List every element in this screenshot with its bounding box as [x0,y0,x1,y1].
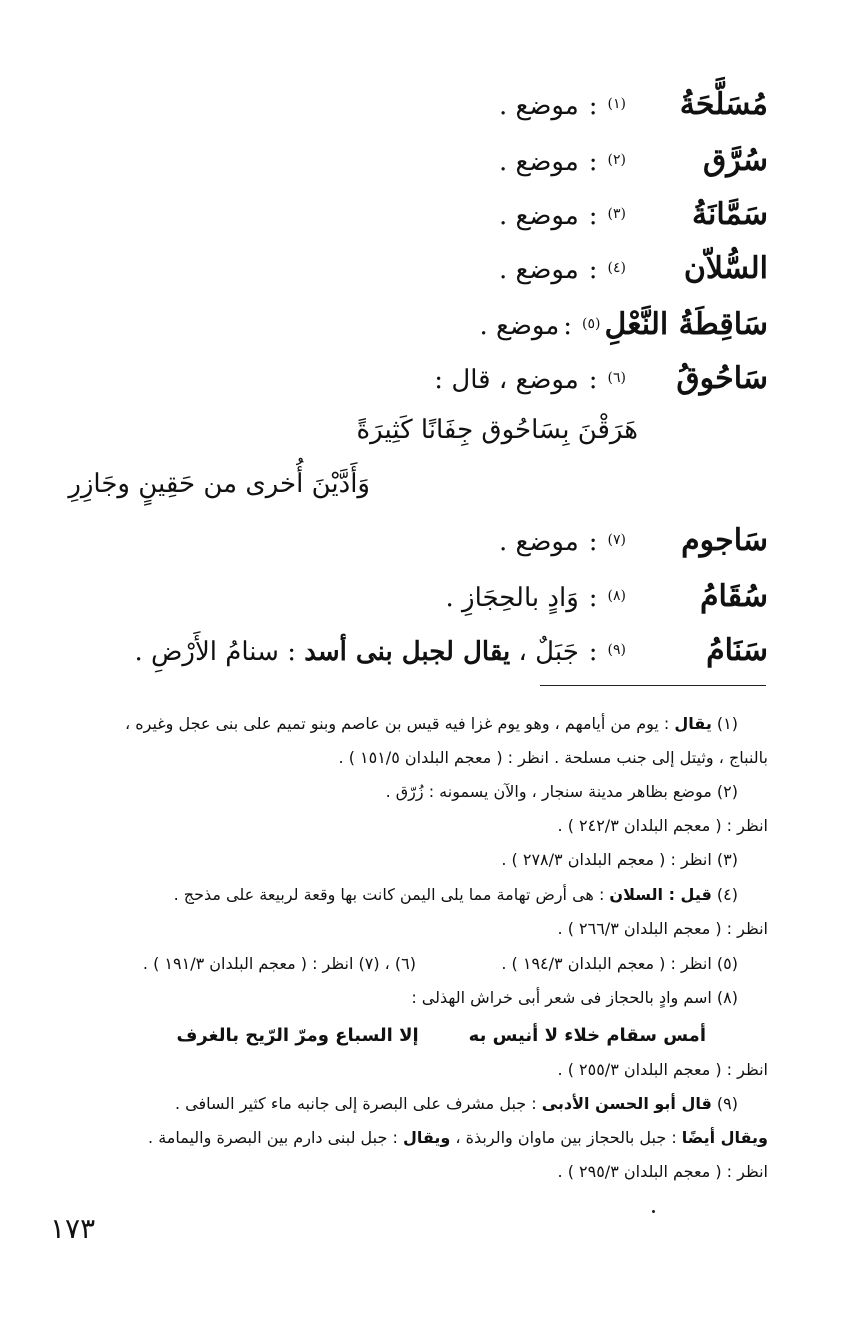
entry-term: مُسَلَّحَةُ [679,87,768,122]
colon: : [588,147,598,177]
fn-text: (٤) [711,885,738,904]
footnote-2-line-2: انظر : ( معجم البلدان ٢٤٢/٣ ) . [557,816,768,835]
entry-4 [499,246,768,292]
footnote-6-7: (٦) ، (٧) انظر : ( معجم البلدان ١٩١/٣ ) . [142,954,416,973]
footnote-8-line-1: (٨) اسم وادٍ بالحجاز فى شعر أبى خراش الهذلى : [411,988,738,1007]
fn-text: : جبل بالحجاز بين ماوان والربذة ، [450,1128,682,1147]
poem-hemistich-1: أمس سقام خلاء لا أنيس به [468,1025,706,1046]
entry-definition: وَادٍ بالحِجَازِ . [445,583,579,613]
entry-6 [434,356,768,402]
entry-9 [134,628,768,674]
entry-term: سَمَّانَةُ [691,197,768,232]
fn-bold: قيل : السلان [609,885,712,904]
entry-3 [499,192,768,238]
footnote-marker: (٣) [607,205,626,222]
entry-term: سَاقِطَةُ النَّعْلِ [604,307,768,342]
fn-bold: ويقال أيضًا [681,1128,768,1147]
definition-bold: يقال لجبل بنى أسد [304,637,511,667]
entry-term: سُرَّق [703,143,768,178]
entry-definition [134,637,578,667]
entry-2 [499,138,768,184]
entry-term: سَاجوم [681,523,768,558]
verse-line-2: وَأَدَّيْنَ أُخرى من حَقِينٍ وجَازِرِ [68,469,370,499]
verse-line-1: هَرَقْنَ بِسَاحُوق جِفَانًا كَثِيرَةً [356,415,638,445]
entry-term: سَاحُوقُ [676,361,768,396]
colon: : [588,365,598,395]
footnote-8-poem [176,1022,706,1050]
colon: : [588,201,598,231]
fn-text: (٩) [711,1094,738,1113]
fn-text: : يوم من أيامهم ، وهو يوم غزا فيه قيس بن عاصم وبنو تميم على بنى عجل وغيره ، [125,714,675,733]
entry-7 [499,518,768,564]
colon: : [563,311,573,341]
entry-definition: موضع . [498,201,579,231]
footnote-1-line-2: بالنباج ، وثيتل إلى جنب مسلحة . انظر : ( معجم البلدان ١٥١/٥ ) . [338,748,768,767]
colon: : [588,91,598,121]
colon: : [588,527,598,557]
footnote-marker: (٨) [607,587,626,604]
entry-definition: موضع . [498,255,579,285]
entry-term: السُّلاّن [683,251,768,286]
entry-definition: موضع ، قال : [434,365,579,395]
footnote-9-line-2 [55,1126,768,1150]
footnote-marker: (١) [607,95,626,112]
entry-definition: موضع . [498,91,579,121]
entry-term: سُقَامُ [699,579,768,614]
fn-text: (١) [711,714,738,733]
footnote-9-line-1 [55,1092,738,1116]
ink-dot [652,1210,655,1213]
entry-term: سَنَامُ [706,633,768,668]
footnote-4-line-1 [55,883,738,907]
poem-hemistich-2: إلا السباع ومرّ الرّيح بالغرف [176,1025,419,1046]
fn-text: : هى أرض تهامة مما يلى اليمن كانت بها وقعة لربيعة على مذحج . [173,885,610,904]
colon: : [588,583,598,613]
fn-text: : جبل مشرف على البصرة إلى جانبه ماء كثير السافى . [174,1094,542,1113]
footnote-1-line-1 [55,712,738,736]
colon: : [588,637,598,667]
entry-1 [499,82,768,128]
colon: : [588,255,598,285]
footnote-marker: (٤) [607,259,626,276]
footnote-separator [540,685,766,686]
footnote-2-line-1: (٢) موضع بظاهر مدينة سنجار ، والآن يسمونه : زُرّق . [385,782,738,801]
entry-definition: موضع . [498,147,579,177]
entry-definition: موضع . [498,527,579,557]
footnote-9-line-3: انظر : ( معجم البلدان ٢٩٥/٣ ) . [557,1162,768,1181]
entry-definition: موضع . [479,311,560,341]
entry-8 [445,574,768,620]
footnote-marker: (٦) [607,369,626,386]
fn-bold: يقال [674,714,712,733]
footnote-3: (٣) انظر : ( معجم البلدان ٢٧٨/٣ ) . [501,850,738,869]
footnote-marker: (٩) [607,641,626,658]
definition-part: : سنامُ الأَرْضِ . [134,637,305,667]
footnote-8-line-2: انظر : ( معجم البلدان ٢٥٥/٣ ) . [557,1060,768,1079]
footnote-5: (٥) انظر : ( معجم البلدان ١٩٤/٣ ) . [501,954,738,973]
footnote-4-line-2: انظر : ( معجم البلدان ٢٦٦/٣ ) . [557,919,768,938]
footnote-marker: (٧) [607,531,626,548]
fn-bold: ويقال [402,1128,451,1147]
fn-bold: قال أبو الحسن الأدبى [541,1094,712,1113]
footnote-marker: (٥) [582,315,601,332]
page-number: ١٧٣ [50,1212,96,1245]
fn-text: : جبل لبنى دارم بين البصرة واليمامة . [148,1128,403,1147]
entry-5 [479,302,768,348]
footnote-marker: (٢) [607,151,626,168]
definition-part: جَبَلٌ ، [510,637,579,667]
